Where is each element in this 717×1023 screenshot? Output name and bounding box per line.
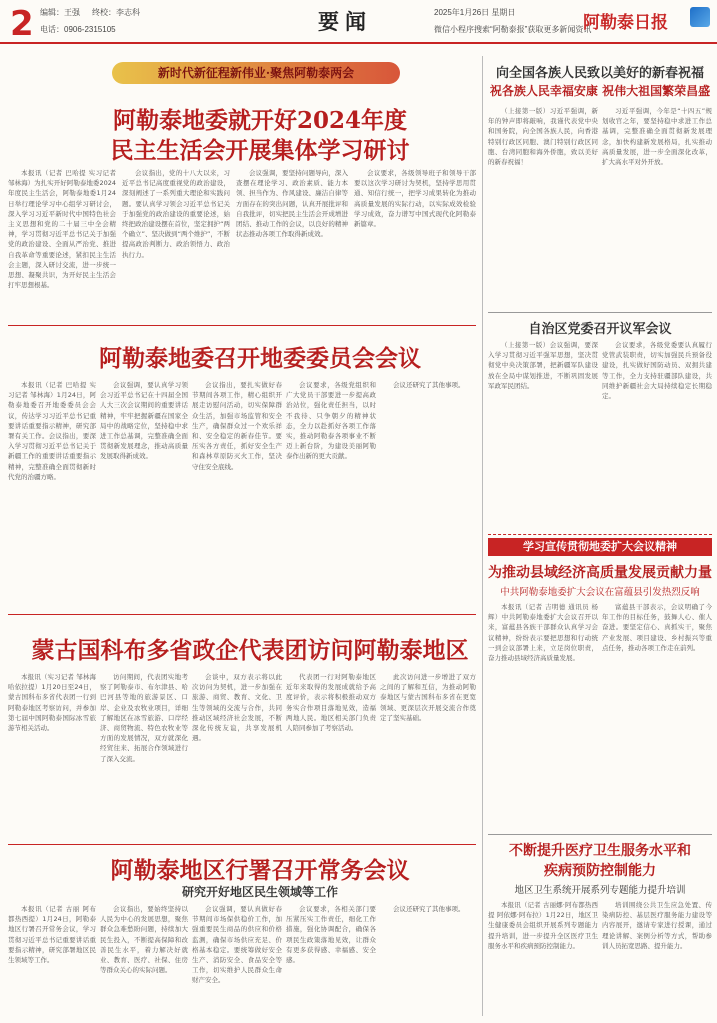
article-1-col-2: 会议指出，党的十八大以来，习近平总书记高度重视党的政治建设，深刻阐述了一系列重大理论和实践问题。要认真学习领会习近平总书记关于加强党的政治建设的重要论述，始终把政治建设摆在首位，坚定拥护“两个确立”、坚决做到“两个维护”，不断提高政治判断力、政治领悟力、政治执行力。 [122,169,230,259]
wechat-label: 微信小程序搜索“阿勒泰报”获取更多新闻资讯 [434,25,592,34]
divider [8,325,476,326]
article-7-title: 为推动县域经济高质量发展贡献力量 [488,565,712,581]
column-divider [482,56,483,1016]
article-8-title-line2: 疾病预防控制能力 [544,863,656,879]
paper-logo-icon [690,7,710,27]
article-2-col-2: 会议强调，要认真学习领会习近平总书记在十四届全国人大三次会议期间的重要讲话精神，牢牢把握新疆在国家全局中的战略定位，坚持稳中求进工作总基调，完整准确全面贯彻新发展理念，推动高质量发展取得新成效。 [100,381,188,461]
divider [488,534,712,535]
article-8-subtitle: 地区卫生系统开展系列专题能力提升培训 [514,885,686,896]
article-5-title-line2: 祝各族人民幸福安康 祝伟大祖国繁荣昌盛 [489,84,711,98]
article-1-title-line1: 阿勒泰地委就开好2024年度 [112,107,407,134]
article-2-title: 阿勒泰地委召开地委委员会会议 [99,345,421,372]
paper-logo: 阿勒泰日报 [583,13,668,33]
article-3-title: 蒙古国科布多省政企代表团访问阿勒泰地区 [31,637,469,664]
article-3-col-3: 会谈中，双方表示将以此次访问为契机，进一步加强在旅游、商贸、教育、文化、卫生等领域的交流与合作，共同推动区域经济社会发展，不断深化传统友谊，共享发展机遇。 [192,673,282,743]
article-2-col-4: 会议要求，各级党组织和广大党员干部要进一步提高政治站位，强化责任担当，以时不我待、只争朝夕的精神状态，全力以赴抓好各项工作落实，推动阿勒泰各项事业不断迈上新台阶，为建设美丽阿勒泰作出新的更大贡献。 [286,381,376,461]
divider [8,614,476,615]
article-3-col-1: 本报讯（实习记者 邹林海 哈依拉提）1月20日至24日，蒙古国科布多省代表团一行到阿勒泰地区考察访问，并参加第七届中国阿勒泰国际冰雪旅游节相关活动。 [8,673,96,733]
article-2-col-5: 会议还研究了其他事项。 [393,381,465,389]
article-4-col-2: 会议指出，要始终坚持以人民为中心的发展思想，聚焦群众急难愁盼问题，持续加大民生投入，不断提高保障和改善民生水平，着力解决好就业、教育、医疗、社保、住房等群众关心的实际问题。 [100,905,188,975]
article-5-col-1: （上接第一版）习近平强调，新年的钟声即将敲响，我谨代表党中央和国务院，向全国各族人民，向香港特别行政区同胞、澳门特别行政区同胞、台湾同胞和海外侨胞，致以美好的新春祝福！ [488,107,598,167]
article-4-col-1: 本报讯（记者 古丽 阿布都热西提）1月24日，阿勒泰地区行署召开常务会议，学习贯彻习近平总书记重要讲话重要指示精神，研究部署地区民生领域等工作。 [8,905,96,965]
article-1-col-1: 本报讯（记者 巴哈提 实习记者 邹林海）为扎实开好阿勒泰地委2024年度民主生活会，阿勒泰地委1月24日举行理论学习中心组学习研讨会，深入学习习近平新时代中国特色社会主义思想和党的二十届三中全会精神，学习贯彻习近平总书记关于加强党的政治建设、全面从严治党、推进自我革命等重要论述，紧扣民主生活会主题，深入研讨交流，进一步统一思想、凝聚共识，为开好民主生活会打牢思想根基。 [8,169,116,290]
article-2-col-3: 会议指出，要扎实做好春节期间各项工作，精心组织开展走访慰问活动，切实保障群众生活，加强市场监管和安全生产，确保群众过一个欢乐祥和、安全稳定的新春佳节。要压实各方责任，抓好安全生产和森林草原防灭火工作，坚决守住安全底线。 [192,381,282,471]
article-3-col-2: 访问期间，代表团实地考察了阿勒泰市、布尔津县、哈巴河县等地的旅游景区、口岸、企业及农牧业项目，详细了解地区在冰雪旅游、口岸经济、商贸物流、特色农牧业等方面的发展情况，双方就深化经贸往来、拓展合作领域进行了深入交流。 [100,673,188,763]
article-3-col-4: 代表团一行对阿勒泰地区近年来取得的发展成就给予高度评价，表示将积极推动双方务实合作项目落地见效，造福两地人民。地区相关部门负责人陪同参加了考察活动。 [286,673,376,733]
article-8-col-1: 本报讯（记者 古丽娜·阿布都热西提 阿依娜·阿布拉）1月22日，地区卫生健康委员会组织开展系列专题能力提升培训，进一步提升全区医疗卫生服务水平和疾病预防控制能力。 [488,901,598,950]
article-1-col-4: 会议要求，各级领导班子和领导干部要以这次学习研讨为契机，坚持学思用贯通、知信行统一，把学习成果转化为推动高质量发展的实际行动，以实际成效检验学习成效，奋力谱写中国式现代化阿勒泰新篇章。 [354,169,476,229]
phone-label: 电话：0906-2315105 [40,25,116,34]
article-4-col-4: 会议要求，各相关部门要压紧压实工作责任，细化工作措施，强化协调配合，确保各项民生政策落地见效，让群众有更多获得感、幸福感、安全感。 [286,905,376,965]
topic-bar: 学习宣传贯彻地委扩大会议精神 [488,538,712,556]
article-4-col-3: 会议强调，要认真做好春节期间市场保供稳价工作，加强重要民生商品的供应和价格监测，确保市场供应充足、价格基本稳定。要统筹做好安全生产、消防安全、食品安全等工作，切实维护人民群众生命财产安全。 [192,905,282,985]
article-7-col-1: 本报讯（记者 吉明德 通讯员 杨辉）中共阿勒泰地委扩大会议召开以来，富蕴县各族干部群众认真学习会议精神，纷纷表示要把思想和行动统一到会议部署上来，立足岗位职责，奋力推动县域经济高质量发展。 [488,603,598,663]
article-2-col-1: 本报讯（记者 巴哈提 实习记者 邹林海）1月24日，阿勒泰地委召开地委委员会会议，传达学习习近平总书记重要讲话重要指示精神，研究部署有关工作。会议指出，要深入学习贯彻习近平总书记关于新疆工作的重要讲话重要指示精神，完整准确全面贯彻新时代党的治疆方略。 [8,381,96,481]
article-4-subtitle: 研究开好地区民生领域等工作 [181,885,338,899]
article-7-col-2: 富蕴县干部表示，会议明确了今年工作的目标任务，鼓舞人心、催人奋进。要坚定信心、真抓实干，聚焦产业发展、项目建设、乡村振兴等重点任务，推动各项工作走在前列。 [602,603,712,652]
page-number: 2 [10,4,34,44]
editor-label: 编辑：王强 [40,8,80,17]
section-name: 要闻 [318,9,372,34]
article-4-title: 阿勒泰地区行署召开常务会议 [110,857,410,884]
article-3-col-5: 此次访问进一步增进了双方之间的了解和互信，为推动阿勒泰地区与蒙古国科布多省在更宽领域、更深层次开展交流合作奠定了坚实基础。 [380,673,476,722]
article-4-col-5: 会议还研究了其他事项。 [393,905,465,913]
article-6-title: 自治区党委召开议军会议 [528,322,672,337]
date-label: 2025年1月26日 星期日 [434,8,516,17]
article-1-col-3: 会议强调，要坚持问题导向，深入查摆在理论学习、政治素质、能力本领、担当作为、作风建设、廉洁自律等方面存在的突出问题，认真开展批评和自我批评，切实把民主生活会开成增进团结、推动工作的会议，以良好的精神状态推动各项工作取得新成效。 [236,169,348,239]
proof-label: 终校：李志科 [92,8,140,17]
divider [8,844,476,845]
article-7-subtitle: 中共阿勒泰地委扩大会议在富蕴县引发热烈反响 [500,587,700,598]
article-6-col-1: （上接第一版）会议强调，要深入学习贯彻习近平强军思想，坚决贯彻党中央决策部署，把新疆军队建设放在全局中谋划推进，不断巩固发展军政军民团结。 [488,341,598,390]
article-8-title-line1: 不断提升医疗卫生服务水平和 [509,843,691,859]
divider [488,834,712,835]
article-5-title-line1: 向全国各族人民致以美好的新春祝福 [495,66,704,81]
article-1-title-line2: 民主生活会开展集体学习研讨 [110,137,410,164]
article-5-col-2: 习近平强调，今年是“十四五”规划收官之年，要坚持稳中求进工作总基调，完整准确全面贯彻新发展理念，加快构建新发展格局，扎实推动高质量发展，进一步全面深化改革，扩大高水平对外开放。 [602,107,712,167]
divider [488,312,712,313]
article-6-col-2: 会议要求，各级党委要认真履行党管武装职责，切实加强民兵预备役建设，扎实做好国防动员、双拥共建等工作，全力支持驻疆部队建设，共同维护新疆社会大局持续稳定长期稳定。 [602,341,712,401]
article-8-col-2: 培训围绕公共卫生应急处置、传染病防控、基层医疗服务能力建设等内容展开，邀请专家进行授课，通过理论讲解、案例分析等方式，帮助参训人员拓宽思路、提升能力。 [602,901,712,950]
topic-banner: 新时代新征程新伟业·聚焦阿勒泰两会 [112,62,400,84]
